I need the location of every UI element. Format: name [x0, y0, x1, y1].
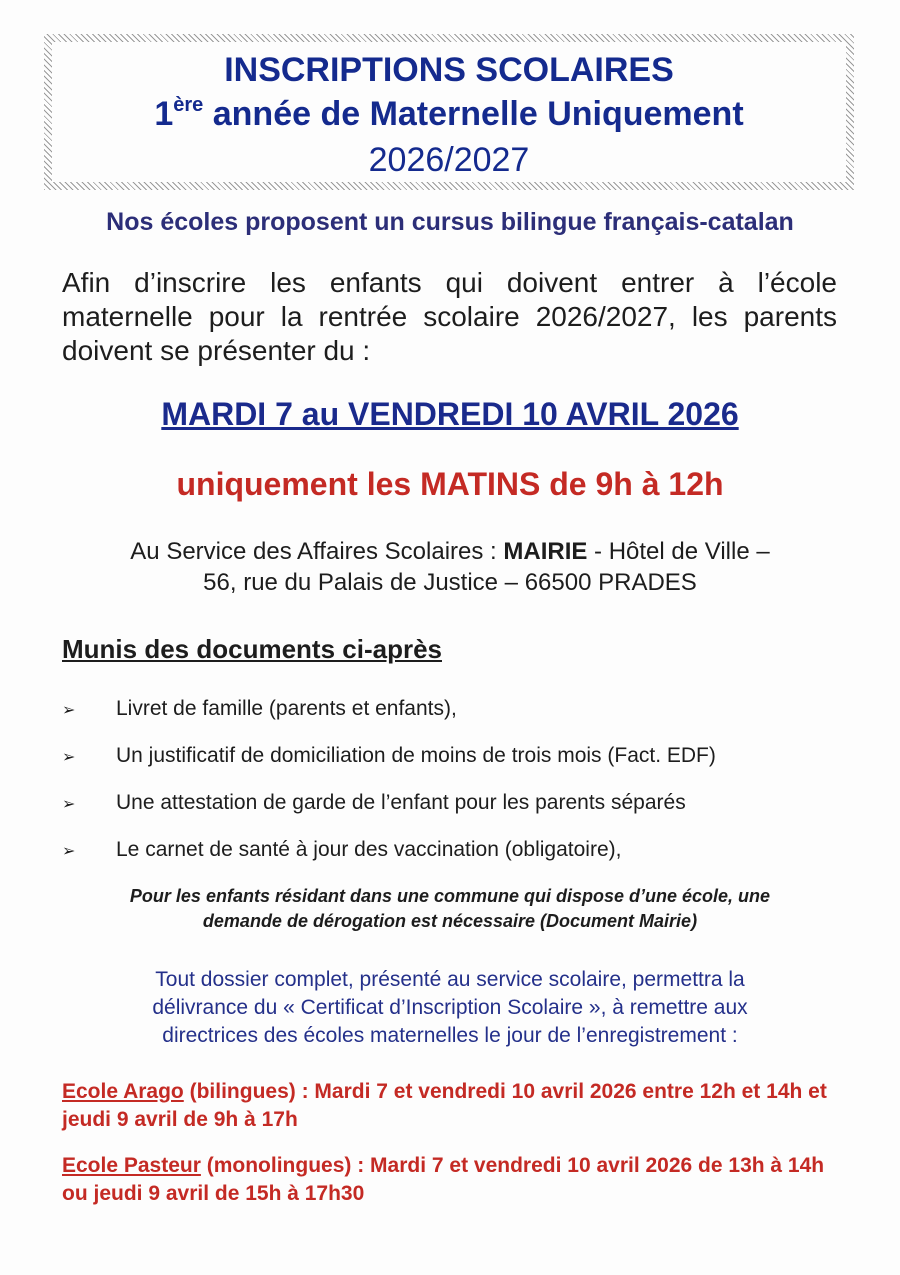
- info-line1: Tout dossier complet, présenté au service scolaire, permettra la: [155, 968, 745, 991]
- list-item: [62, 835, 862, 882]
- school-details: (monolingues) : Mardi 7 et vendredi 10 avril 2026 de 13h à 14h ou jeudi 9 avril de 15h à 17h30: [62, 1154, 825, 1205]
- level-ordinal: ère: [173, 94, 204, 116]
- registration-dates: MARDI 7 au VENDREDI 10 AVRIL 2026: [161, 396, 739, 432]
- level-number: 1: [154, 95, 174, 133]
- level-text: année de Maternelle Uniquement: [203, 95, 744, 133]
- school-pasteur: [62, 1152, 852, 1208]
- note-line1: Pour les enfants résidant dans une commune qui dispose d’une école, une: [129, 886, 771, 906]
- info-line3: directrices des écoles maternelles le jour de l’enregistrement :: [162, 1024, 738, 1047]
- page-title: INSCRIPTIONS SCOLAIRES: [224, 51, 674, 89]
- intro-paragraph: Afin d’inscrire les enfants qui doivent entrer à l’école maternelle pour la rentrée scolaire 2026/2027, les parents doivent se présenter du :: [62, 267, 837, 366]
- page-subtitle-level: [52, 94, 846, 134]
- arrow-bullet-icon: ➢: [62, 702, 76, 719]
- list-item: [62, 694, 862, 741]
- arrow-bullet-icon: ➢: [62, 749, 76, 766]
- registration-hours: uniquement les MATINS de 9h à 12h: [176, 466, 724, 502]
- school-name: Ecole Pasteur: [62, 1154, 201, 1177]
- school-details: (bilingues) : Mardi 7 et vendredi 10 avril 2026 entre 12h et 14h et jeudi 9 avril de 9h à 17h: [62, 1080, 827, 1131]
- address-line1: [0, 536, 900, 567]
- documents-list: [62, 694, 862, 882]
- info-line2: délivrance du « Certificat d’Inscription Scolaire », à remettre aux: [152, 996, 748, 1019]
- list-item: [62, 788, 862, 835]
- address-block: [0, 536, 900, 598]
- list-item-text: Un justificatif de domiciliation de moins de trois mois (Fact. EDF): [116, 744, 716, 767]
- documents-heading: Munis des documents ci-après: [62, 634, 442, 664]
- certificate-info: [0, 966, 900, 1050]
- arrow-bullet-icon: ➢: [62, 796, 76, 813]
- address-mairie: MAIRIE: [503, 538, 588, 565]
- list-item: [62, 741, 862, 788]
- school-name: Ecole Arago: [62, 1080, 184, 1103]
- address-suffix: - Hôtel de Ville –: [587, 538, 770, 565]
- arrow-bullet-icon: ➢: [62, 843, 76, 860]
- derogation-note: [0, 884, 900, 934]
- list-item-text: Une attestation de garde de l’enfant pour les parents séparés: [116, 791, 686, 814]
- header-box: [44, 34, 854, 190]
- school-arago: [62, 1078, 852, 1134]
- bilingual-subtitle: Nos écoles proposent un cursus bilingue français-catalan: [106, 208, 794, 236]
- school-year: 2026/2027: [368, 141, 530, 179]
- list-item-text: Livret de famille (parents et enfants),: [116, 697, 457, 720]
- note-line2: demande de dérogation est nécessaire (Document Mairie): [202, 911, 698, 931]
- address-prefix: Au Service des Affaires Scolaires :: [130, 538, 504, 565]
- address-line2: 56, rue du Palais de Justice – 66500 PRADES: [203, 569, 697, 596]
- list-item-text: Le carnet de santé à jour des vaccination (obligatoire),: [116, 838, 622, 861]
